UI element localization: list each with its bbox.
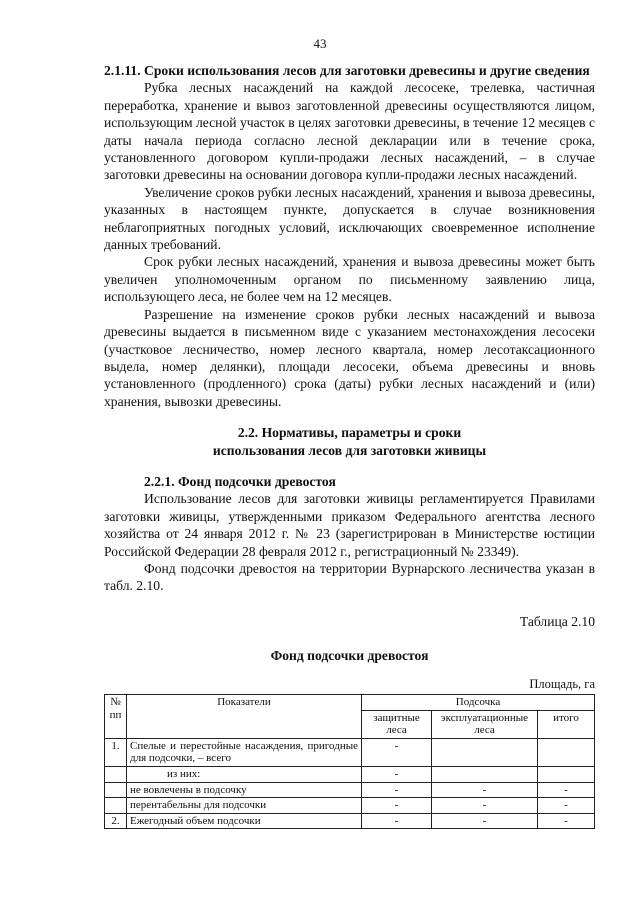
row-num bbox=[105, 766, 127, 782]
row-total: - bbox=[538, 782, 595, 798]
row-exploitation: - bbox=[432, 782, 538, 798]
row-label: перентабельны для подсочки bbox=[127, 798, 362, 814]
row-label: Спелые и перестойные насаждения, пригодные для подсочки, – всего bbox=[127, 738, 362, 766]
row-exploitation bbox=[432, 766, 538, 782]
section-heading-2-2-line2: использования лесов для заготовки живицы bbox=[212, 442, 487, 458]
row-exploitation: - bbox=[432, 813, 538, 829]
table-label: Таблица 2.10 bbox=[519, 613, 595, 629]
row-label: из них: bbox=[127, 766, 362, 782]
table-row bbox=[105, 766, 595, 782]
row-num: 1. bbox=[105, 738, 127, 766]
row-label: не вовлечены в подсочку bbox=[127, 782, 362, 798]
paragraph: Увеличение сроков рубки лесных насаждений, хранения и вывоза древесины, указанных в настоящем пункте, допускается в случае возникновения неблагоприятных погодных условий, исключающих своевременное исполнение данных требований. bbox=[104, 184, 595, 253]
header-num: № пп bbox=[105, 695, 127, 739]
section-heading-2-2-line1: 2.2. Нормативы, параметры и сроки bbox=[237, 425, 462, 441]
row-num: 2. bbox=[105, 813, 127, 829]
page-content bbox=[104, 62, 595, 829]
header-group: Подсочка bbox=[362, 695, 595, 711]
row-label: Ежегодный объем подсочки bbox=[127, 813, 362, 829]
table-row bbox=[105, 798, 595, 814]
table-title: Фонд подсочки древостоя bbox=[270, 648, 429, 664]
section-heading-2-2-1: 2.2.1. Фонд подсочки древостоя bbox=[144, 473, 336, 489]
header-protective: защитные леса bbox=[362, 710, 432, 738]
paragraph: Срок рубки лесных насаждений, хранения и вывоза древесины может быть увеличен уполномоченным органом по письменному заявлению лица, использующего леса, не более чем на 12 месяцев. bbox=[104, 254, 595, 305]
table-row bbox=[105, 813, 595, 829]
paragraph: Фонд подсочки древостоя на территории Вурнарского лесничества указан в табл. 2.10. bbox=[104, 560, 595, 594]
section-heading-2-1-11: 2.1.11. Сроки использования лесов для заготовки древесины и другие сведения bbox=[104, 63, 590, 78]
row-protective: - bbox=[362, 766, 432, 782]
row-exploitation bbox=[432, 738, 538, 766]
paragraph: Рубка лесных насаждений на каждой лесосеке, трелевка, частичная переработка, хранение и вывоз заготовленной древесины осуществляются лицом, использующим лесной участок в целях заготовки древесины, в течение 12 месяцев с даты начала периода согласно лесной декларации или в течение срока, установленного договором купли-продажи лесных насаждений, – в случае заготовки древесины на основании договора купли-продажи лесных насаждений. bbox=[104, 80, 595, 183]
row-protective: - bbox=[362, 782, 432, 798]
header-total: итого bbox=[538, 710, 595, 738]
row-total bbox=[538, 738, 595, 766]
row-protective: - bbox=[362, 798, 432, 814]
table-row bbox=[105, 738, 595, 766]
row-total: - bbox=[538, 798, 595, 814]
table-unit: Площадь, га bbox=[529, 676, 595, 691]
table-header-row bbox=[105, 695, 595, 711]
row-protective: - bbox=[362, 813, 432, 829]
table-row bbox=[105, 782, 595, 798]
row-total: - bbox=[538, 813, 595, 829]
row-total bbox=[538, 766, 595, 782]
header-exploitation: эксплуатационные леса bbox=[432, 710, 538, 738]
row-protective: - bbox=[362, 738, 432, 766]
header-indicators: Показатели bbox=[127, 695, 362, 739]
page-number: 43 bbox=[313, 36, 327, 51]
paragraph: Разрешение на изменение сроков рубки лесных насаждений и вывоза древесины выдается в письменном виде с указанием местонахождения лесосеки (участковое лесничество, номер лесного квартала, номер лесотаксационного выдела, номер делянки), площади лесосеки, объема древесины и вновь установленного (продленного) срока (даты) рубки лесных насаждений и (или) хранения, вывозки древесины. bbox=[104, 306, 595, 409]
paragraph: Использование лесов для заготовки живицы регламентируется Правилами заготовки живицы, утвержденными приказом Федерального агентства лесного хозяйства от 24 января 2012 г. № 23 (зарегистрирован в Министерстве юстиции Российской Федерации 28 февраля 2012 г., регистрационный № 23349). bbox=[104, 491, 595, 559]
row-exploitation: - bbox=[432, 798, 538, 814]
forest-tapping-table bbox=[104, 694, 595, 829]
row-num bbox=[105, 798, 127, 814]
row-num bbox=[105, 782, 127, 798]
